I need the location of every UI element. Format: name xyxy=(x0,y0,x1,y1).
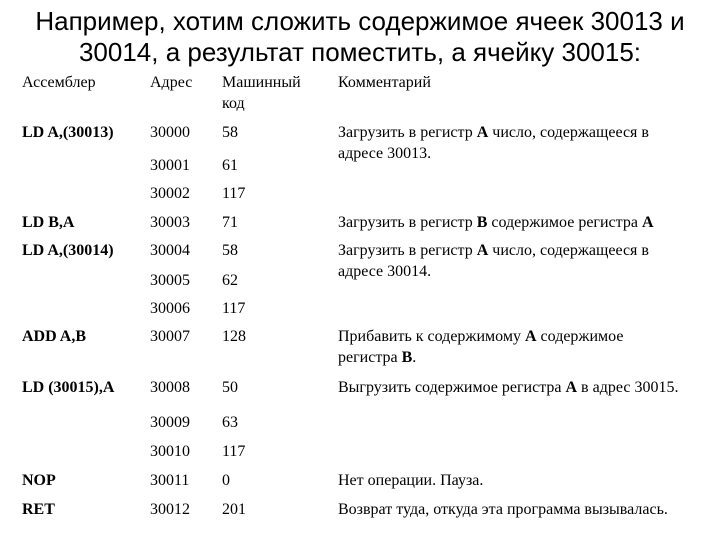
comment-register: B xyxy=(401,349,413,366)
comment-text: адресе 30013. xyxy=(338,145,432,162)
header-address: Адрес xyxy=(150,74,193,91)
row-comment xyxy=(338,326,718,368)
row-asm: LD B,A xyxy=(22,214,75,231)
row-address: 30001 xyxy=(150,157,190,174)
comment-text: Загрузить в регистр xyxy=(338,242,477,259)
row-asm: RET xyxy=(22,501,55,518)
comment-text: число, содержащееся в xyxy=(488,124,649,141)
row-comment: Возврат туда, откуда эта программа вызывалась. xyxy=(338,501,668,518)
row-code: 50 xyxy=(222,379,238,396)
row-code: 63 xyxy=(222,414,238,431)
header-assembler: Ассемблер xyxy=(22,74,96,91)
comment-text: адресе 30014. xyxy=(338,263,432,280)
row-code: 117 xyxy=(222,443,246,460)
row-address: 30009 xyxy=(150,414,190,431)
comment-register: A xyxy=(476,124,489,141)
row-code: 0 xyxy=(222,472,230,489)
title-line-1: Например, хотим сложить содержимое ячеек 30013 и xyxy=(35,6,685,36)
page-title xyxy=(0,6,720,68)
comment-register: A xyxy=(476,242,489,259)
header-comment: Комментарий xyxy=(338,74,431,91)
row-address: 30008 xyxy=(150,379,190,396)
row-address: 30010 xyxy=(150,443,190,460)
row-comment xyxy=(338,240,718,282)
row-code: 62 xyxy=(222,272,238,289)
comment-text: в адрес 30015. xyxy=(577,379,679,396)
row-asm: NOP xyxy=(22,472,56,489)
comment-text: Прибавить к содержимому xyxy=(338,328,525,345)
comment-text: Загрузить в регистр xyxy=(338,124,477,141)
row-code: 117 xyxy=(222,185,246,202)
header-machine-code xyxy=(222,72,301,114)
row-address: 30000 xyxy=(150,124,190,141)
header-machine-code-line1: Машинный xyxy=(222,74,301,91)
row-address: 30007 xyxy=(150,328,190,345)
title-line-2: 30014, а результат поместить, а ячейку 30015: xyxy=(78,37,642,67)
row-asm: LD A,(30013) xyxy=(22,124,114,141)
comment-text: Выгрузить содержимое регистра xyxy=(338,379,566,396)
row-asm: LD A,(30014) xyxy=(22,242,114,259)
row-comment xyxy=(338,212,718,233)
comment-text: содержимое xyxy=(536,328,624,345)
row-code: 58 xyxy=(222,242,238,259)
row-comment: Нет операции. Пауза. xyxy=(338,472,484,489)
row-code: 128 xyxy=(222,328,246,345)
comment-register: A xyxy=(565,379,578,396)
row-address: 30002 xyxy=(150,185,190,202)
row-code: 61 xyxy=(222,157,238,174)
comment-register: B xyxy=(476,214,488,231)
row-address: 30004 xyxy=(150,242,190,259)
row-address: 30012 xyxy=(150,501,190,518)
comment-text: содержимое регистра xyxy=(487,214,642,231)
row-address: 30003 xyxy=(150,214,190,231)
row-comment xyxy=(338,377,718,398)
row-address: 30006 xyxy=(150,300,190,317)
row-code: 201 xyxy=(222,501,246,518)
row-code: 71 xyxy=(222,214,238,231)
row-code: 117 xyxy=(222,300,246,317)
comment-register: A xyxy=(524,328,537,345)
header-machine-code-line2: код xyxy=(222,95,245,112)
row-comment xyxy=(338,122,718,164)
row-asm: ADD A,B xyxy=(22,328,87,345)
row-address: 30011 xyxy=(150,472,190,489)
row-code: 58 xyxy=(222,124,238,141)
comment-register: A xyxy=(641,214,654,231)
row-address: 30005 xyxy=(150,272,190,289)
comment-text: Загрузить в регистр xyxy=(338,214,477,231)
comment-text: число, содержащееся в xyxy=(488,242,649,259)
comment-text: регистра xyxy=(338,349,402,366)
row-asm: LD (30015),A xyxy=(22,379,115,396)
comment-text: . xyxy=(412,349,417,366)
